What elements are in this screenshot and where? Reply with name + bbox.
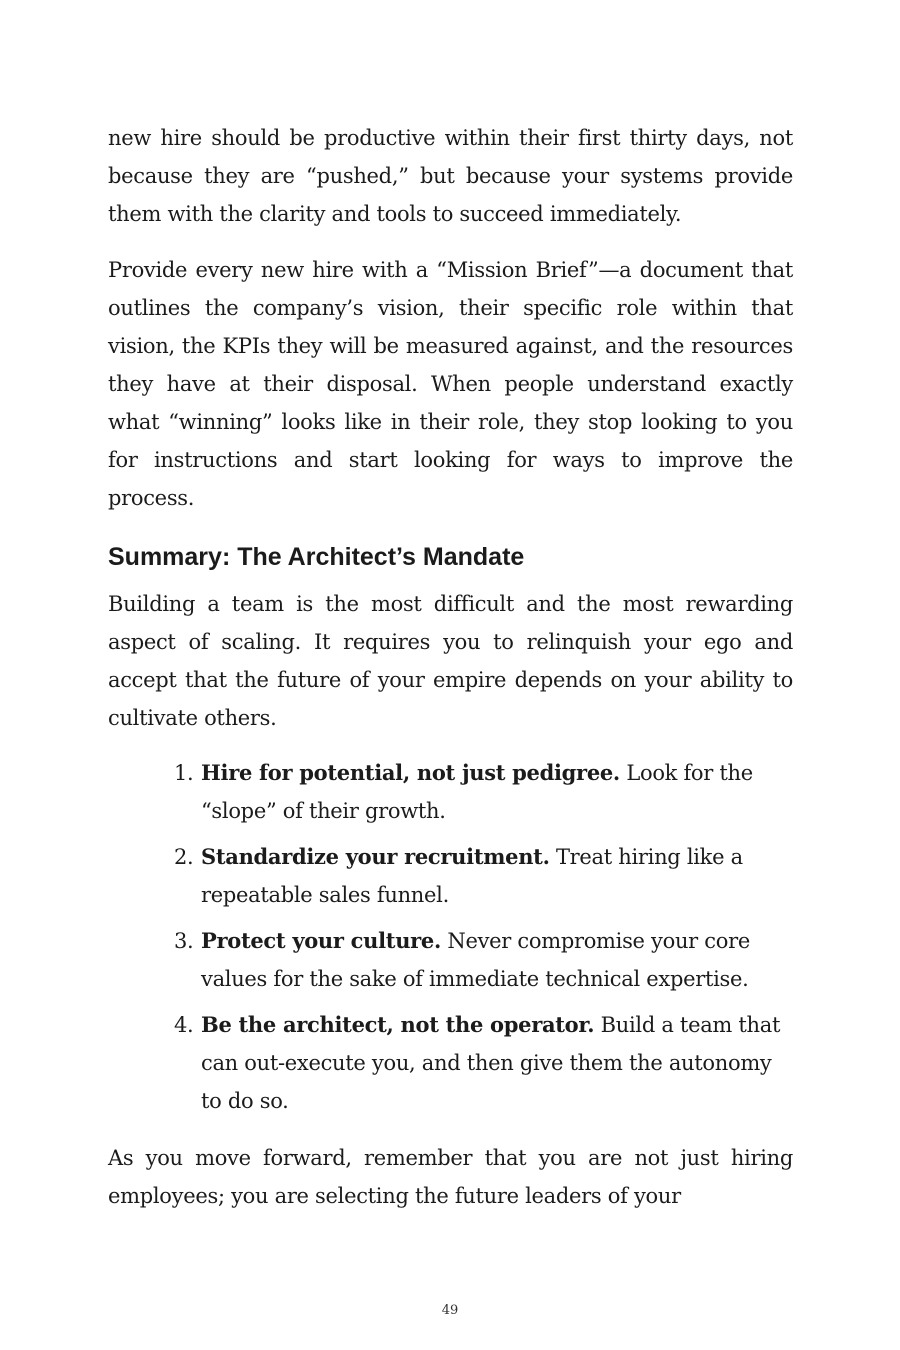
list-item: [172, 838, 787, 914]
body-paragraph-1: new hire should be productive within their first thirty days, not because they are “pushed,” but because your systems provide them with the clarity and tools to succeed immediately.: [108, 126, 793, 226]
mandate-list: [172, 754, 787, 1128]
list-item-text: Treat hiring like a repeatable sales funnel.: [201, 845, 743, 907]
list-number: 2.: [174, 845, 194, 869]
section-heading: Summary: The Architect’s Mandate: [108, 543, 525, 571]
list-number: 1.: [174, 761, 194, 785]
closing-paragraph: As you move forward, remember that you are not just hiring employees; you are selecting the future leaders of your: [108, 1146, 793, 1208]
list-item: [172, 754, 787, 830]
list-item: [172, 922, 787, 998]
list-item-bold: Standardize your recruitment.: [201, 844, 550, 869]
section-intro-paragraph: Building a team is the most difficult and the most rewarding aspect of scaling. It requires you to relinquish your ego and accept that the future of your empire depends on your ability to cultivate others.: [108, 592, 793, 730]
body-paragraph-2: Provide every new hire with a “Mission Brief”—a document that outlines the company’s vision, their specific role within that vision, the KPIs they will be measured against, and the resources they have at their disposal. When people understand exactly what “winning” looks like in their role, they stop looking to you for instructions and start looking for ways to improve the process.: [108, 258, 793, 510]
list-item-text: Never compromise your core values for the sake of immediate technical expertise.: [201, 929, 750, 991]
list-item-bold: Protect your culture.: [201, 928, 442, 953]
list-item-text: Look for the “slope” of their growth.: [201, 761, 753, 823]
page-number: 49: [441, 1303, 459, 1318]
list-item: [172, 1006, 787, 1120]
list-item-text: Build a team that can out-execute you, and then give them the autonomy to do so.: [201, 1013, 781, 1113]
list-number: 4.: [174, 1013, 194, 1037]
list-number: 3.: [174, 929, 194, 953]
list-item-bold: Be the architect, not the operator.: [201, 1012, 595, 1037]
list-item-bold: Hire for potential, not just pedigree.: [201, 760, 620, 785]
